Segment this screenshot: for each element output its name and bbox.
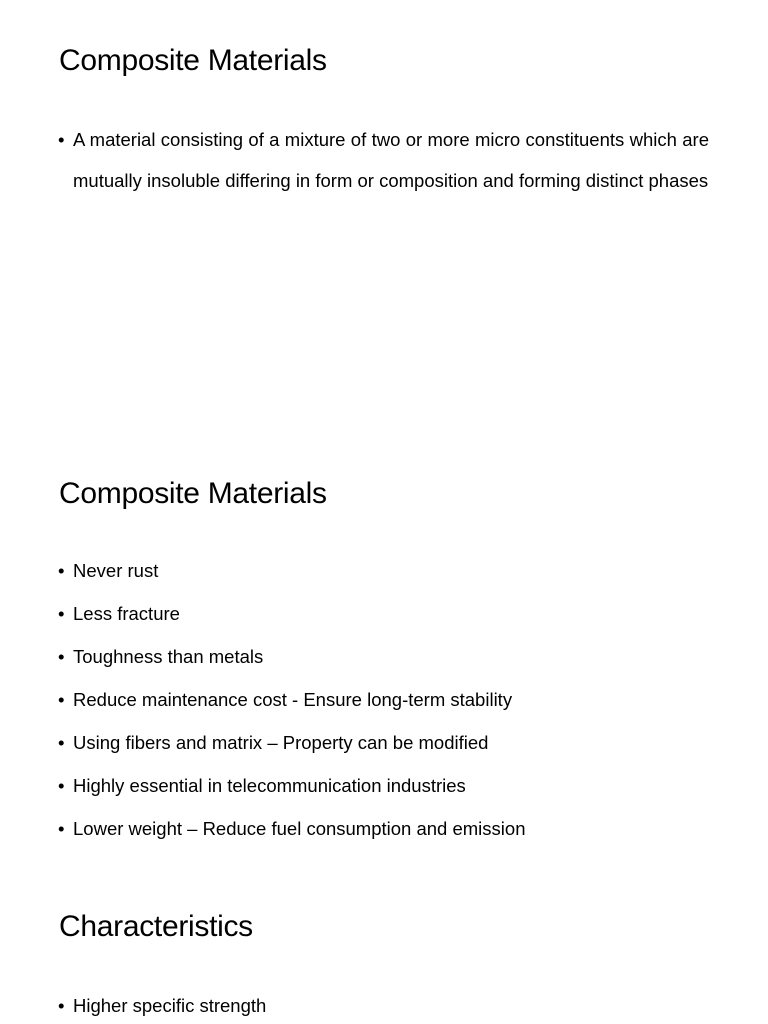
bullet-item: • Lower weight – Reduce fuel consumption and emission: [58, 816, 525, 859]
slide-title: Composite Materials: [59, 477, 327, 510]
bullet-item: • Toughness than metals: [58, 644, 525, 687]
bullet-list: [58, 120, 709, 201]
bullet-list: [58, 558, 525, 859]
slide-characteristics: [0, 865, 768, 1024]
bullet-item: • Less fracture: [58, 601, 525, 644]
bullet-item: • Higher specific strength: [58, 993, 266, 1024]
slide-composite-materials-advantages: [0, 430, 768, 860]
bullet-item: • Never rust: [58, 558, 525, 601]
bullet-item: • Reduce maintenance cost - Ensure long-term stability: [58, 687, 525, 730]
bullet-item: • Highly essential in telecommunication industries: [58, 773, 525, 816]
bullet-list: [58, 993, 266, 1024]
slide-title: Characteristics: [59, 910, 253, 943]
slide-composite-materials-definition: [0, 0, 768, 300]
slide-title: Composite Materials: [59, 44, 327, 77]
bullet-item: • A material consisting of a mixture of two or more micro constituents which are mutually insoluble differing in form or composition and forming distinct phases: [58, 120, 709, 201]
bullet-item: • Using fibers and matrix – Property can be modified: [58, 730, 525, 773]
